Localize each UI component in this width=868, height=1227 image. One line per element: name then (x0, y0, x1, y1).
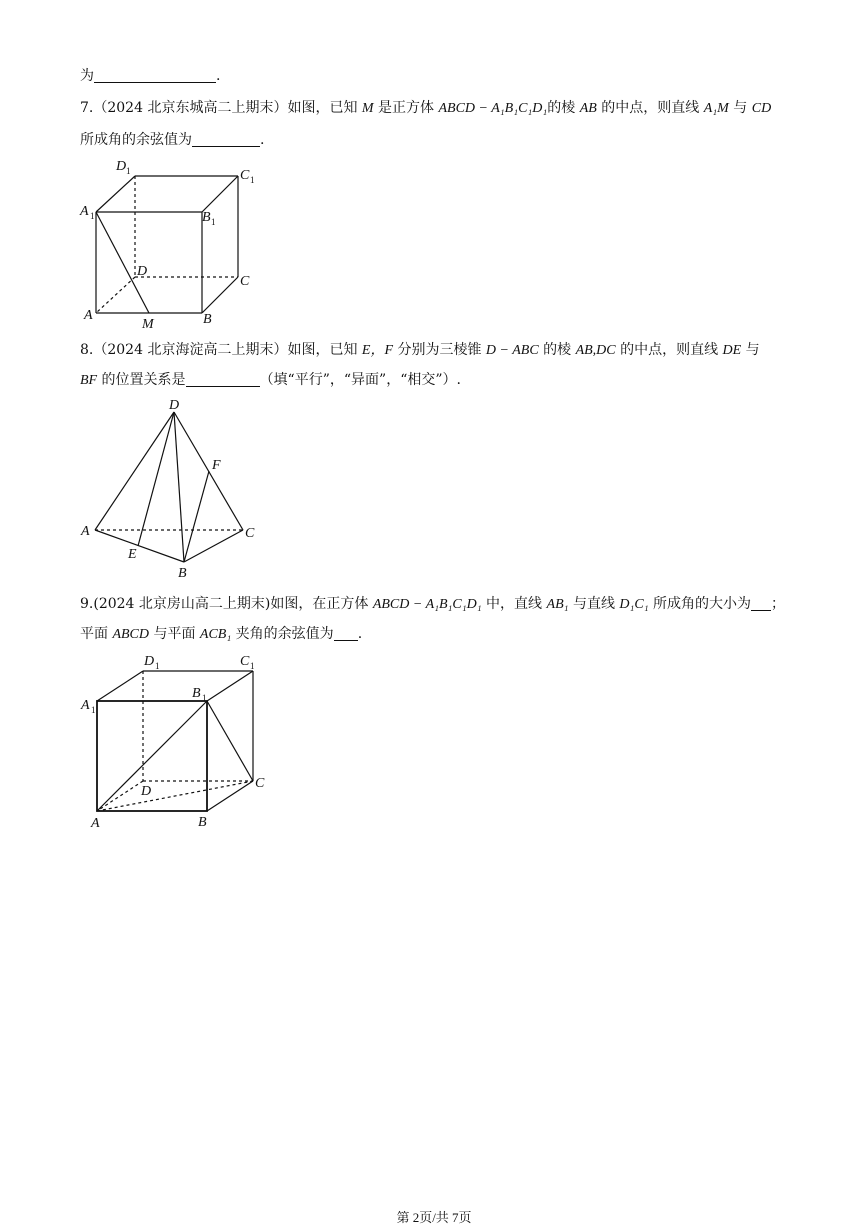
q8-line2 (80, 370, 461, 391)
segment-de (138, 412, 174, 546)
edge (96, 176, 135, 212)
prev-end: . (216, 68, 221, 84)
q9-number: 9. (80, 596, 94, 612)
q8-line-de: DE (722, 343, 742, 358)
q8-source: （2024 北京海淀高二上期末） (93, 342, 288, 358)
q7-text: 的棱 (547, 100, 580, 116)
edge (202, 176, 238, 212)
segment-ab1 (97, 701, 207, 811)
segment-bf (184, 471, 209, 562)
label-c: C (255, 776, 265, 791)
q7-text: 如图，已知 (287, 100, 362, 116)
label-a: A (81, 524, 90, 539)
label-c: C (245, 526, 255, 541)
q8-text: 的棱 (538, 342, 576, 358)
edge (207, 671, 253, 701)
label-a1: A (81, 698, 90, 713)
q7-line-a1m: A₁M (703, 101, 729, 116)
q8-text: 的中点，则直线 (615, 342, 723, 358)
q9-end: . (357, 626, 363, 642)
q8-text: 的位置关系是 (97, 372, 186, 388)
q9-cube-name: ABCD − A₁B₁C₁D₁ (372, 597, 482, 612)
edge (207, 781, 253, 811)
prev-text: 为 (80, 68, 94, 84)
answer-blank (192, 132, 260, 147)
q9-text: 与直线 (568, 596, 620, 612)
prev-question-tail (80, 66, 220, 86)
q7-edge-ab: AB (579, 101, 597, 116)
edge-bc (184, 530, 243, 562)
answer-blank (751, 596, 771, 611)
q9-text: ； (771, 596, 786, 612)
q7-text: 所成角的余弦值为 (80, 132, 192, 148)
q9-text: 所成角的大小为 (648, 596, 752, 612)
label-a1: A (80, 204, 89, 219)
edge-ab (95, 530, 184, 562)
q9-line2 (80, 624, 362, 645)
q8-text: 与 (741, 342, 760, 358)
q9-line-ab1: AB₁ (546, 597, 569, 612)
q7-cube-svg (78, 155, 278, 333)
q9-line1 (80, 594, 785, 615)
label-d: D (137, 264, 148, 279)
q7-text: 的中点，则直线 (596, 100, 704, 116)
label-c1: C (240, 654, 250, 669)
label-b1: B (202, 210, 211, 225)
q8-tetra-name: D − ABC (485, 343, 539, 358)
label-d: D (169, 398, 180, 413)
q8-number: 8. (80, 342, 94, 358)
label-b: B (198, 815, 207, 830)
hidden-edge (96, 277, 135, 313)
answer-blank (186, 372, 260, 387)
q9-line-d1c1: D₁C₁ (619, 597, 649, 612)
label-sub: 1 (202, 693, 207, 703)
label-b: B (203, 312, 212, 327)
label-c: C (240, 274, 250, 289)
q9-plane-abcd: ABCD (112, 627, 150, 642)
q8-text: 分别为三棱锥 (393, 342, 486, 358)
label-b1: B (192, 686, 201, 701)
label-a: A (84, 308, 93, 323)
segment-b1c (207, 701, 253, 781)
q7-text: 与 (728, 100, 752, 116)
edge-da (95, 412, 174, 530)
page-footer: 第 2页/共 7页 (396, 1210, 472, 1225)
q8-hint: （填“平行”，“异面”，“相交”）. (259, 372, 461, 388)
q7-line1 (80, 98, 771, 119)
q8-points-ef: E，F (361, 343, 394, 358)
edge-db (174, 412, 184, 562)
label-b: B (178, 566, 187, 581)
q8-text: 如图，已知 (287, 342, 362, 358)
label-sub: 1 (211, 217, 216, 227)
label-d: D (141, 784, 152, 799)
answer-blank (94, 68, 216, 83)
answer-blank (334, 626, 358, 641)
edge (202, 277, 238, 313)
q9-plane-acb1: ACB₁ (199, 627, 232, 642)
q7-end: . (260, 132, 265, 148)
q7-line2 (80, 130, 264, 150)
q9-text: 平面 (80, 626, 113, 642)
q7-var-m: M (361, 101, 374, 116)
q8-figure-tetrahedron (78, 396, 268, 586)
label-e: E (128, 547, 137, 562)
q9-cube-svg (78, 650, 278, 836)
edge (97, 671, 143, 701)
label-d1: D (144, 654, 155, 669)
q8-line-bf: BF (80, 373, 98, 388)
q7-line-cd: CD (751, 101, 772, 116)
q9-text: 夹角的余弦值为 (231, 626, 334, 642)
label-f: F (212, 458, 221, 473)
q9-text: 中，直线 (481, 596, 547, 612)
q8-edges: AB,DC (575, 343, 616, 358)
q9-text: 如图，在正方体 (270, 596, 373, 612)
label-a: A (91, 816, 100, 831)
hidden-edge (97, 781, 143, 811)
q9-figure-cube (78, 650, 278, 840)
q7-number: 7. (80, 100, 94, 116)
q7-figure-cube (78, 155, 278, 337)
label-sub: 1 (91, 705, 96, 715)
q9-text: 与平面 (149, 626, 200, 642)
q9-source: (2024 北京房山高二上期末) (93, 596, 271, 612)
q7-source: （2024 北京东城高二上期末） (93, 100, 288, 116)
label-d1: D (116, 159, 127, 174)
label-sub: 1 (250, 661, 255, 671)
label-m: M (142, 317, 154, 332)
label-c1: C (240, 168, 250, 183)
q7-text: 是正方体 (373, 100, 439, 116)
segment-a1m (96, 212, 149, 313)
label-sub: 1 (155, 661, 160, 671)
label-sub: 1 (126, 166, 131, 176)
label-sub: 1 (90, 211, 95, 221)
q7-cube-name: ABCD − A₁B₁C₁D₁ (438, 101, 548, 116)
q8-tetra-svg (78, 396, 268, 582)
label-sub: 1 (250, 175, 255, 185)
q8-line1 (80, 340, 760, 361)
